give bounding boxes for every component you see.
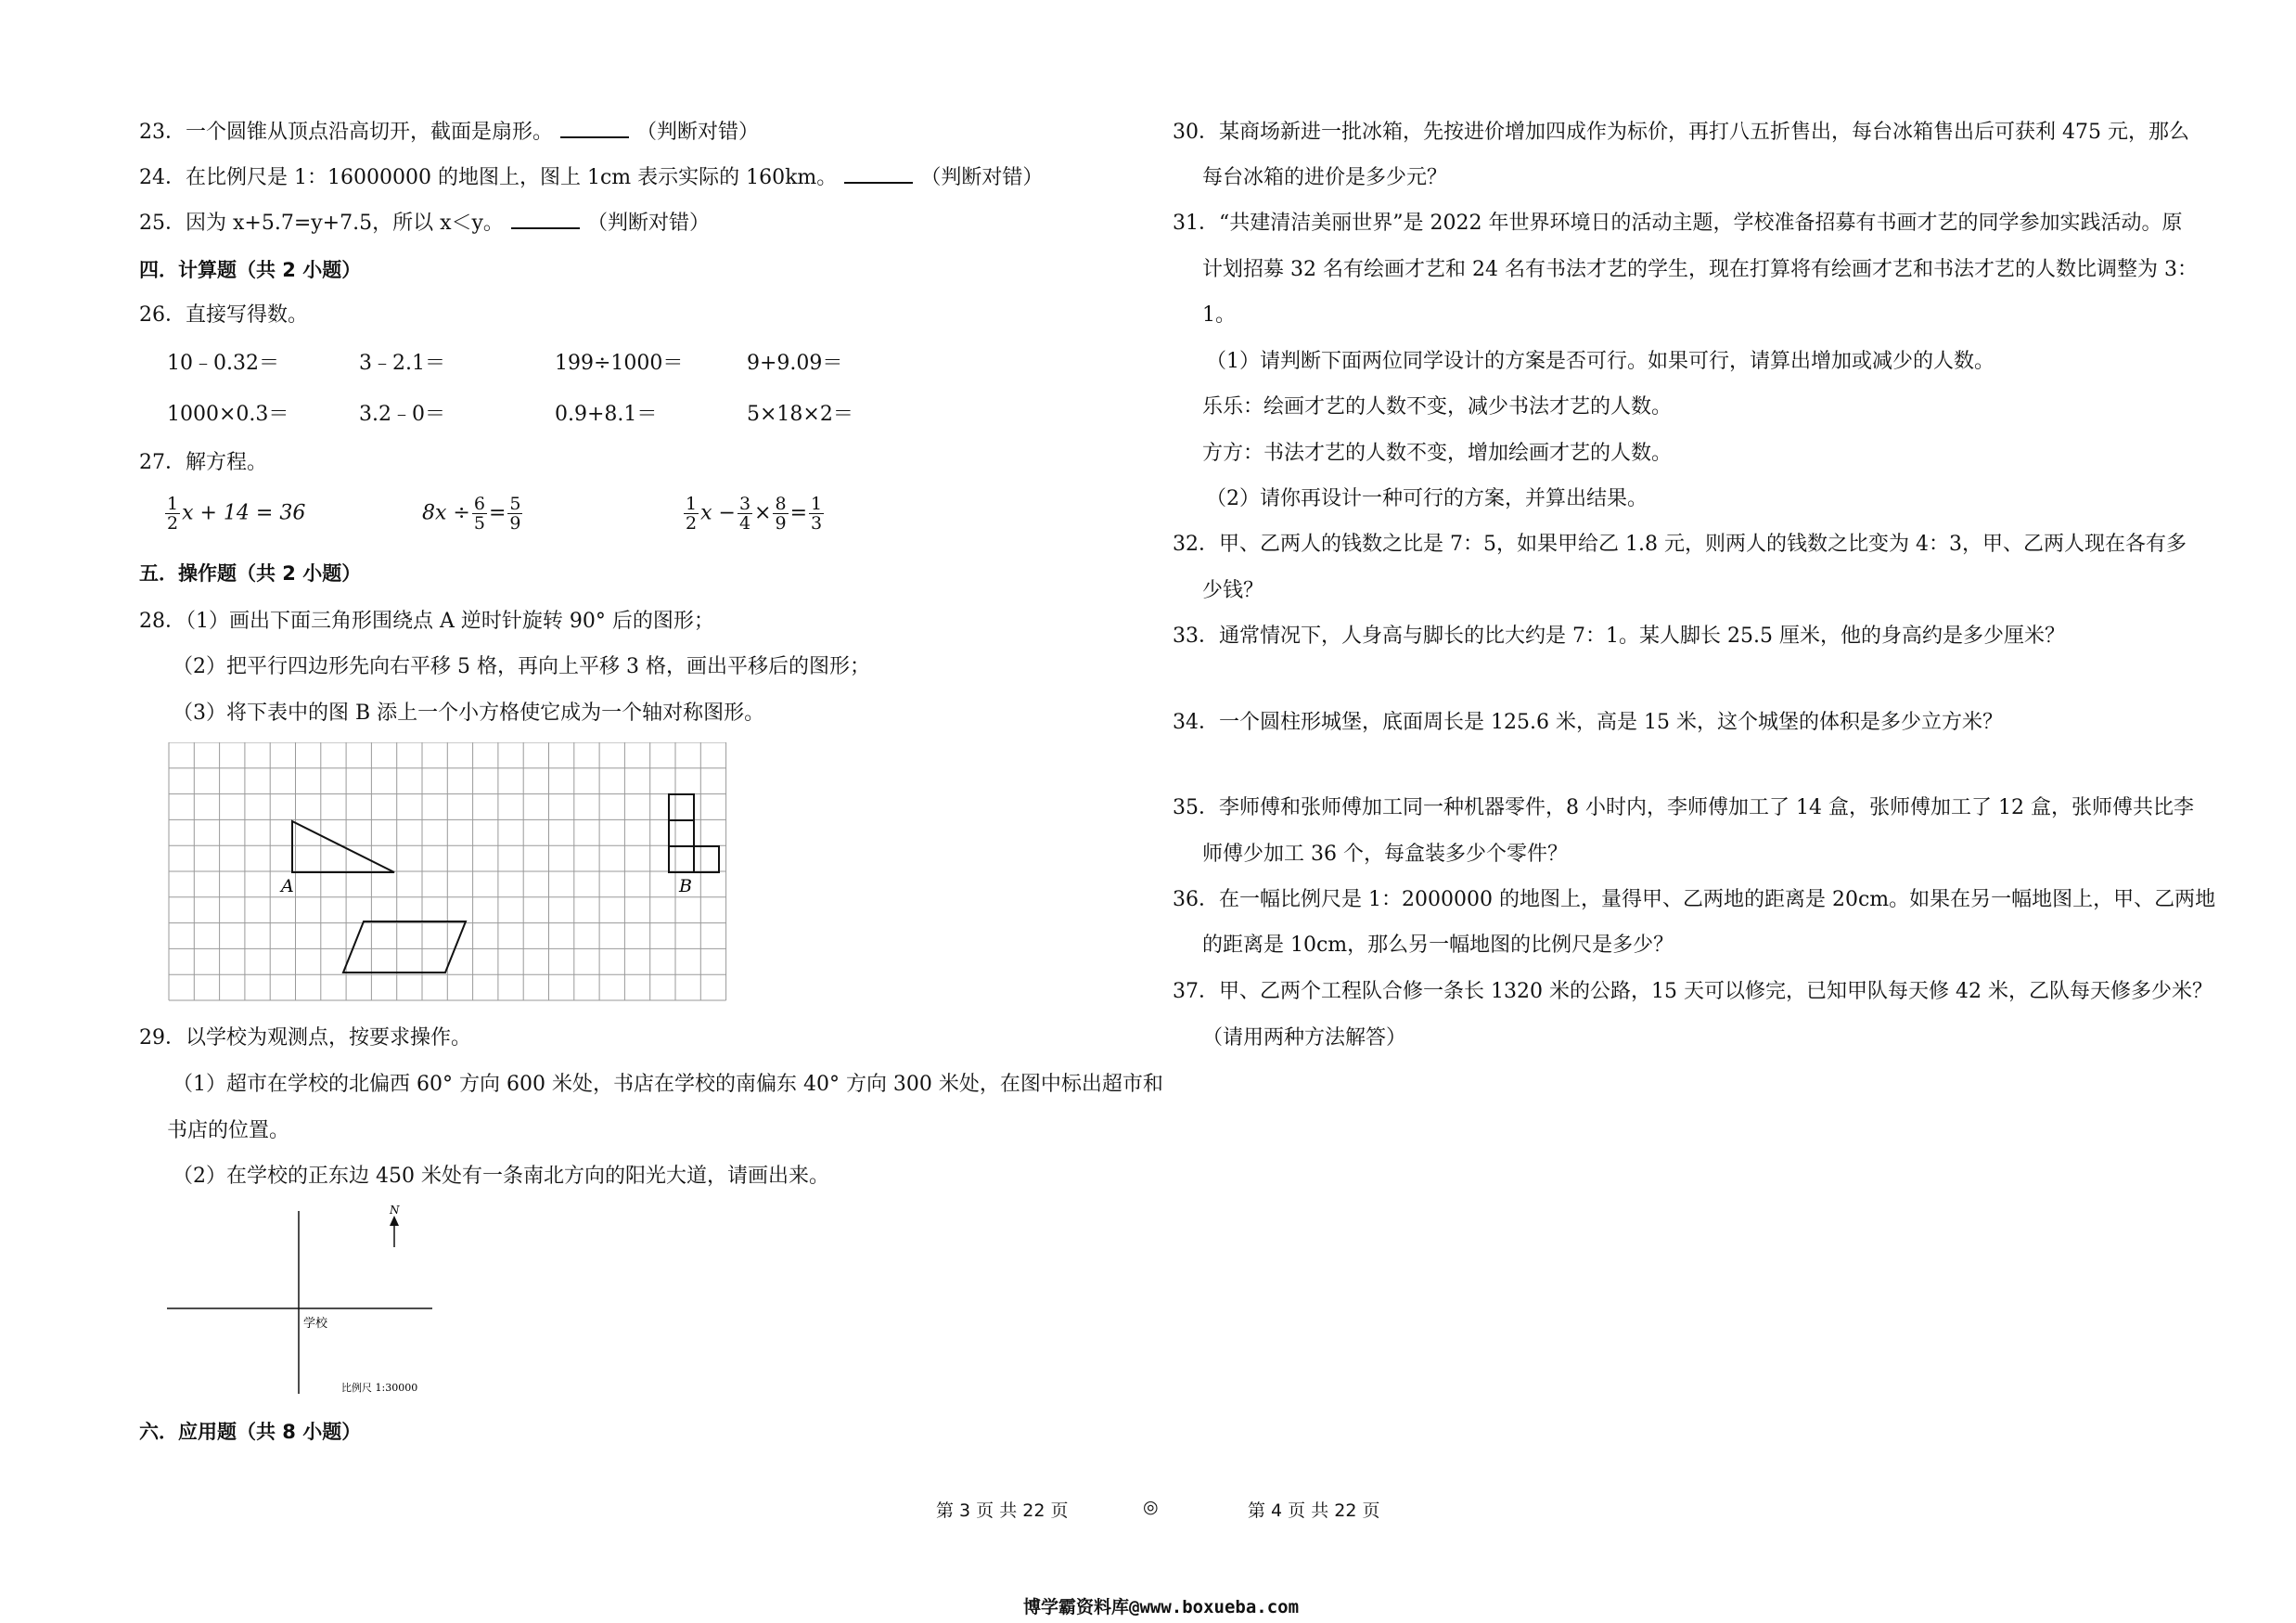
right-text-line: 37．甲、乙两个工程队合修一条长 1320 米的公路，15 天可以修完，已知甲队每天修 42 米，乙队每天修多少米？ [1173, 980, 2213, 1003]
right-text-line: 每台冰箱的进价是多少元？ [1202, 166, 1448, 189]
question-28-line-1: 28．（1）画出下面三角形围绕点 A 逆时针旋转 90° 后的图形； [139, 610, 714, 633]
right-text-line: 31．“共建清洁美丽世界”是 2022 年世界环境日的活动主题，学校准备招募有书画才艺的同学参加实践活动。原 [1173, 212, 2183, 235]
right-text-line: 乐乐：绘画才艺的人数不变，减少书法才艺的人数。 [1202, 395, 1673, 419]
label-b: B [679, 876, 692, 896]
right-text-line: 32．甲、乙两人的钱数之比是 7：5，如果甲给乙 1.8 元，则两人的钱数之比变为 4：3，甲、乙两人现在各有多 [1173, 533, 2187, 556]
footer-ornament-icon: ◎ [1143, 1497, 1159, 1517]
question-28-line-3: （3）将下表中的图 B 添上一个小方格使它成为一个轴对称图形。 [173, 702, 765, 725]
right-text-line: （请用两种方法解答） [1202, 1026, 1407, 1050]
grid-figure [167, 742, 751, 1002]
answer-blank[interactable] [511, 211, 580, 229]
right-text-line: 30．某商场新进一批冰箱，先按进价增加四成作为标价，再打八五折售出，每台冰箱售出后可获利 475 元，那么 [1173, 121, 2189, 144]
calc-item: 1000×0.3＝ [167, 403, 289, 426]
right-text-line: （2）请你再设计一种可行的方案，并算出结果。 [1206, 487, 1648, 510]
equation-2: 8x ÷ $\frac{6}{5}$ = $\frac{5}{9}$ [422, 494, 521, 534]
right-text-line: 计划招募 32 名有绘画才艺和 24 名有书法才艺的学生，现在打算将有绘画才艺和书法才艺的人数比调整为 3： [1202, 258, 2198, 281]
question-29-line-2: （1）超市在学校的北偏西 60° 方向 600 米处，书店在学校的南偏东 40° 方向 300 米处，在图中标出超市和 [173, 1073, 1163, 1096]
calc-item: 10﹣0.32＝ [167, 352, 279, 375]
calc-item: 0.9+8.1＝ [555, 403, 658, 426]
section-heading-4: 四．计算题（共 2 小题） [139, 259, 362, 281]
triangle-a [292, 821, 394, 872]
question-27: 27．解方程。 [139, 451, 267, 474]
section-heading-6: 六．应用题（共 8 小题） [139, 1421, 362, 1443]
right-text-line: 35．李师傅和张师傅加工同一种机器零件，8 小时内，李师傅加工了 14 盒，张师傅加工了 12 盒，张师傅共比李 [1173, 796, 2194, 819]
equation-3: $\frac{1}{2}$ x − $\frac{3}{4}$ × $\frac{8}{9}$ = $\frac{1}{3}$ [686, 494, 823, 534]
north-arrow-icon [390, 1216, 399, 1247]
watermark: 博学霸资料库@www.boxueba.com [1023, 1597, 1300, 1617]
question-26: 26．直接写得数。 [139, 303, 308, 327]
page-number-left: 第 3 页 共 22 页 [936, 1501, 1069, 1521]
right-text-line: 33．通常情况下，人身高与脚长的比大约是 7：1。某人脚长 25.5 厘米，他的身高约是多少厘米？ [1173, 625, 2065, 648]
right-text-line: 1。 [1202, 303, 1236, 327]
calc-item: 3﹣2.1＝ [359, 352, 445, 375]
answer-blank[interactable] [844, 165, 913, 184]
question-24: 24．在比例尺是 1：16000000 的地图上，图上 1cm 表示实际的 160km。 （判断对错） [139, 166, 1044, 189]
calc-item: 5×18×2＝ [747, 403, 853, 426]
calc-item: 199÷1000＝ [555, 352, 684, 375]
question-25: 25．因为 x+5.7=y+7.5，所以 x＜y。 （判断对错） [139, 212, 710, 235]
right-text-line: （1）请判断下面两位同学设计的方案是否可行。如果可行，请算出增加或减少的人数。 [1206, 350, 1995, 373]
figure-b [669, 794, 719, 872]
school-label: 学校 [303, 1317, 328, 1331]
right-text-line: 师傅少加工 36 个，每盒装多少个零件？ [1202, 843, 1568, 866]
calc-item: 9+9.09＝ [747, 352, 843, 375]
question-29-line-3: 书店的位置。 [167, 1119, 290, 1142]
right-text-line: 34．一个圆柱形城堡，底面周长是 125.6 米，高是 15 米，这个城堡的体积是多少立方米？ [1173, 711, 2003, 734]
map-figure [158, 1197, 455, 1410]
question-29-line-1: 29．以学校为观测点，按要求操作。 [139, 1026, 471, 1050]
right-text-line: 方方：书法才艺的人数不变，增加绘画才艺的人数。 [1202, 442, 1673, 465]
question-23: 23．一个圆锥从顶点沿高切开，截面是扇形。 （判断对错） [139, 121, 760, 144]
section-heading-5: 五．操作题（共 2 小题） [139, 562, 362, 585]
answer-blank[interactable] [560, 120, 629, 138]
label-a: A [281, 876, 294, 896]
north-label: N [390, 1204, 400, 1217]
question-28-line-2: （2）把平行四边形先向右平移 5 格，再向上平移 3 格，画出平移后的图形； [173, 655, 870, 678]
right-text-line: 的距离是 10cm，那么另一幅地图的比例尺是多少？ [1202, 934, 1674, 957]
scale-label: 比例尺 1:30000 [341, 1382, 418, 1394]
page-number-right: 第 4 页 共 22 页 [1248, 1501, 1380, 1521]
equation-1: $\frac{1}{2}$ x + 14 = 36 [167, 494, 306, 534]
right-text-line: 少钱？ [1202, 579, 1264, 602]
calc-item: 3.2﹣0＝ [359, 403, 445, 426]
question-29-line-4: （2）在学校的正东边 450 米处有一条南北方向的阳光大道，请画出来。 [173, 1165, 829, 1188]
right-text-line: 36．在一幅比例尺是 1：2000000 的地图上，量得甲、乙两地的距离是 20cm。如果在另一幅地图上，甲、乙两地 [1173, 888, 2216, 911]
